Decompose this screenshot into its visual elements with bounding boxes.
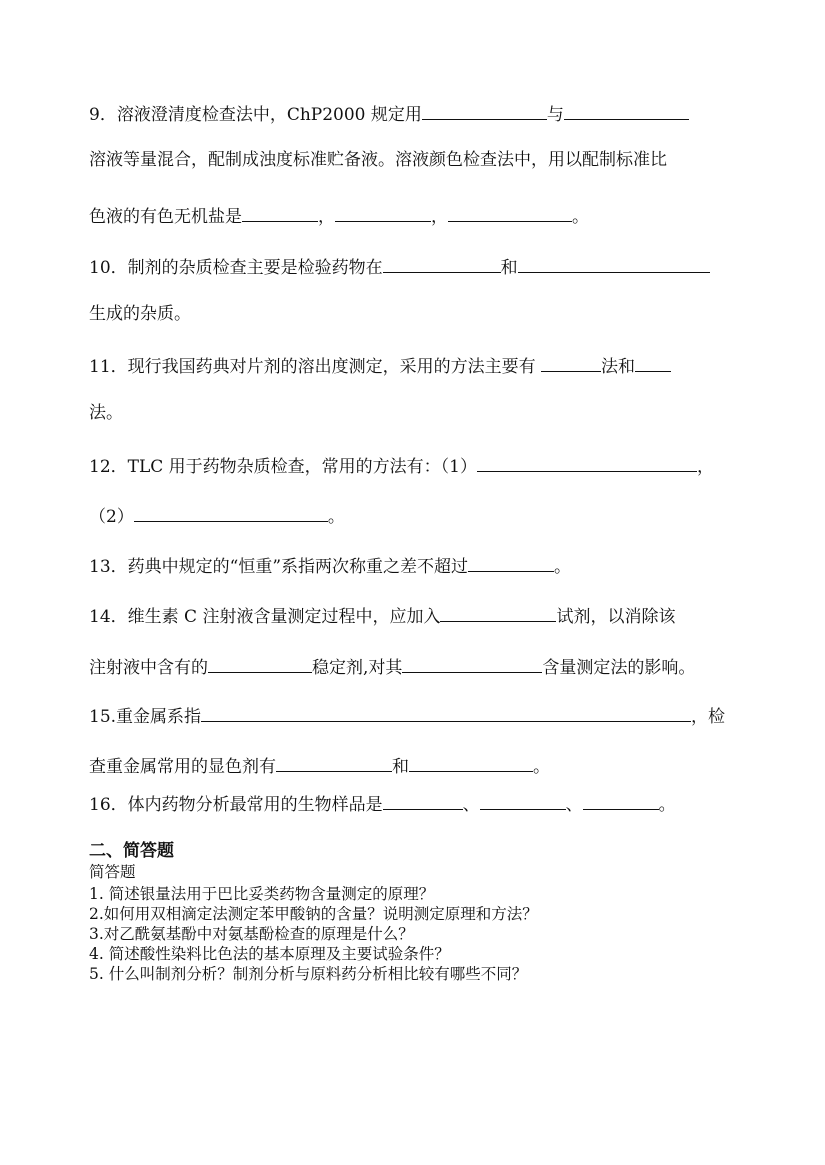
question-12-line2-text: （2）: [89, 507, 134, 527]
question-14-line2-text: 注射液中含有的: [89, 658, 208, 678]
question-9-text: 9．溶液澄清度检查法中，ChP2000 规定用: [89, 105, 422, 125]
question-14-line2-mid: 稳定剂,对其: [312, 658, 403, 678]
question-9-line3-text: 色液的有色无机盐是: [89, 207, 242, 227]
question-14-line-2: [89, 654, 740, 679]
blank-15-1[interactable]: [201, 703, 691, 722]
question-12-line-2: [89, 503, 740, 528]
question-14-line-1: [89, 603, 740, 628]
question-16-line: [89, 791, 740, 816]
question-12-line-1: [89, 453, 740, 478]
question-14-line2-end: 含量测定法的影响。: [542, 658, 696, 678]
question-9-line-2: 溶液等量混合，配制成浊度标准贮备液。溶液颜色检查法中，用以配制标准比: [89, 150, 667, 170]
period: 。: [533, 757, 550, 777]
question-10-line-1: [89, 254, 740, 279]
blank-9-5[interactable]: [448, 203, 572, 222]
question-11-mid: 法和: [601, 357, 636, 377]
blank-9-4[interactable]: [335, 203, 431, 222]
separator: 、: [565, 795, 583, 815]
question-15-line-1: [89, 703, 740, 728]
blank-14-3[interactable]: [402, 654, 542, 673]
section-2-heading: 二、简答题: [89, 841, 174, 861]
period: 。: [572, 207, 589, 227]
separator: 、: [462, 795, 480, 815]
question-11-text: 11．现行我国药典对片剂的溶出度测定，采用的方法主要有: [89, 357, 542, 377]
period: 。: [327, 507, 345, 527]
blank-10-1[interactable]: [383, 254, 501, 273]
question-14-text: 14．维生素 C 注射液含量测定过程中，应加入: [89, 607, 441, 627]
question-15-line2-mid: 和: [392, 757, 409, 777]
blank-14-2[interactable]: [208, 654, 312, 673]
question-15-text: 15.重金属系指: [89, 707, 202, 727]
short-answer-question-3: 3.对乙酰氨基酚中对氨基酚检查的原理是什么？: [89, 925, 414, 943]
separator: ，: [697, 457, 714, 477]
short-answer-question-4: 4. 简述酸性染料比色法的基本原理及主要试验条件？: [89, 945, 450, 963]
blank-16-1[interactable]: [383, 791, 463, 810]
question-15-line-2: [89, 753, 740, 778]
question-11-line-2: 法。: [89, 403, 123, 423]
period: 。: [554, 557, 572, 577]
blank-15-3[interactable]: [409, 753, 533, 772]
period: 。: [658, 795, 676, 815]
short-answer-question-5: 5. 什么叫制剂分析？制剂分析与原料药分析相比较有哪些不同？: [89, 965, 528, 983]
question-14-mid: 试剂，以消除该: [556, 607, 676, 627]
question-13-line: [89, 553, 740, 578]
blank-12-1[interactable]: [477, 453, 697, 472]
blank-9-2[interactable]: [564, 101, 689, 120]
question-9-line-3: [89, 203, 740, 228]
question-15-line2-text: 查重金属常用的显色剂有: [89, 757, 276, 777]
short-answer-question-2: 2.如何用双相滴定法测定苯甲酸钠的含量？说明测定原理和方法？: [89, 905, 538, 923]
blank-14-1[interactable]: [440, 603, 556, 622]
blank-9-3[interactable]: [242, 203, 318, 222]
question-16-text: 16．体内药物分析最常用的生物样品是: [89, 795, 383, 815]
question-15-end: ，检: [691, 707, 726, 727]
question-9-mid: 与: [546, 105, 564, 125]
blank-13-1[interactable]: [468, 553, 554, 572]
blank-12-2[interactable]: [134, 503, 328, 522]
blank-15-2[interactable]: [276, 753, 392, 772]
question-10-mid: 和: [500, 258, 518, 278]
blank-16-2[interactable]: [480, 791, 566, 810]
blank-11-2[interactable]: [635, 353, 671, 372]
blank-11-1[interactable]: [541, 353, 601, 372]
blank-10-2[interactable]: [518, 254, 710, 273]
question-13-text: 13．药典中规定的“恒重”系指两次称重之差不超过: [89, 557, 469, 577]
blank-9-1[interactable]: [422, 101, 547, 120]
section-2-subheading: 简答题: [89, 863, 136, 881]
question-9-line-1: [89, 101, 740, 126]
separator: ，: [318, 207, 335, 227]
question-10-line-2: 生成的杂质。: [89, 304, 191, 324]
question-11-line-1: [89, 353, 740, 378]
short-answer-question-1: 1. 简述银量法用于巴比妥类药物含量测定的原理？: [89, 885, 435, 903]
blank-16-3[interactable]: [583, 791, 659, 810]
question-12-text: 12．TLC 用于药物杂质检查，常用的方法有：（1）: [89, 457, 477, 477]
question-10-text: 10．制剂的杂质检查主要是检验药物在: [89, 258, 383, 278]
separator: ，: [431, 207, 448, 227]
